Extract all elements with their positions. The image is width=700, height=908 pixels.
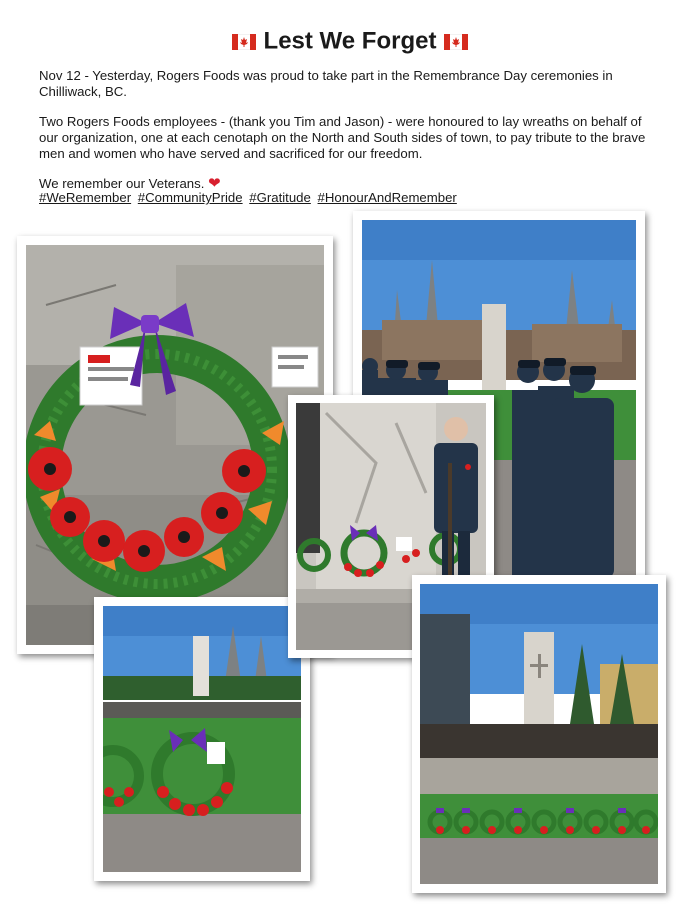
veterans-text: We remember our Veterans. <box>39 176 205 191</box>
photo-wreath-closeup <box>17 236 333 654</box>
paragraph-employees: Two Rogers Foods employees - (thank you Tim and Jason) - were honoured to lay wreaths on behalf of our organization, one at each cenotaph on the North and South sides of town, to pay tribute to the brave men and women who have served and sacrificed for our freedom. <box>39 114 646 161</box>
post-body <box>39 68 664 206</box>
heart-icon: ❤ <box>208 175 221 192</box>
hashtag-link[interactable]: #Gratitude <box>249 190 311 205</box>
canada-flag-icon <box>232 34 256 50</box>
hashtag-list <box>39 190 460 205</box>
title-text: Lest We Forget <box>263 27 437 55</box>
hashtag-link[interactable]: #WeRemember <box>39 190 132 205</box>
hashtag-link[interactable]: #HonourAndRemember <box>317 190 457 205</box>
photo-cenotaph-crowd <box>412 575 666 893</box>
photo-cenotaph-crowd-image <box>420 584 658 884</box>
post-title <box>0 26 700 57</box>
hashtag-link[interactable]: #CommunityPride <box>137 190 243 205</box>
photo-wreath-closeup-image <box>26 245 324 645</box>
paragraph-intro: Nov 12 - Yesterday, Rogers Foods was proud to take part in the Remembrance Day ceremonies in Chilliwack, BC. <box>39 68 613 99</box>
photo-wreath-field-image <box>103 606 301 872</box>
photo-wreath-field <box>94 597 310 881</box>
canada-flag-icon <box>444 34 468 50</box>
